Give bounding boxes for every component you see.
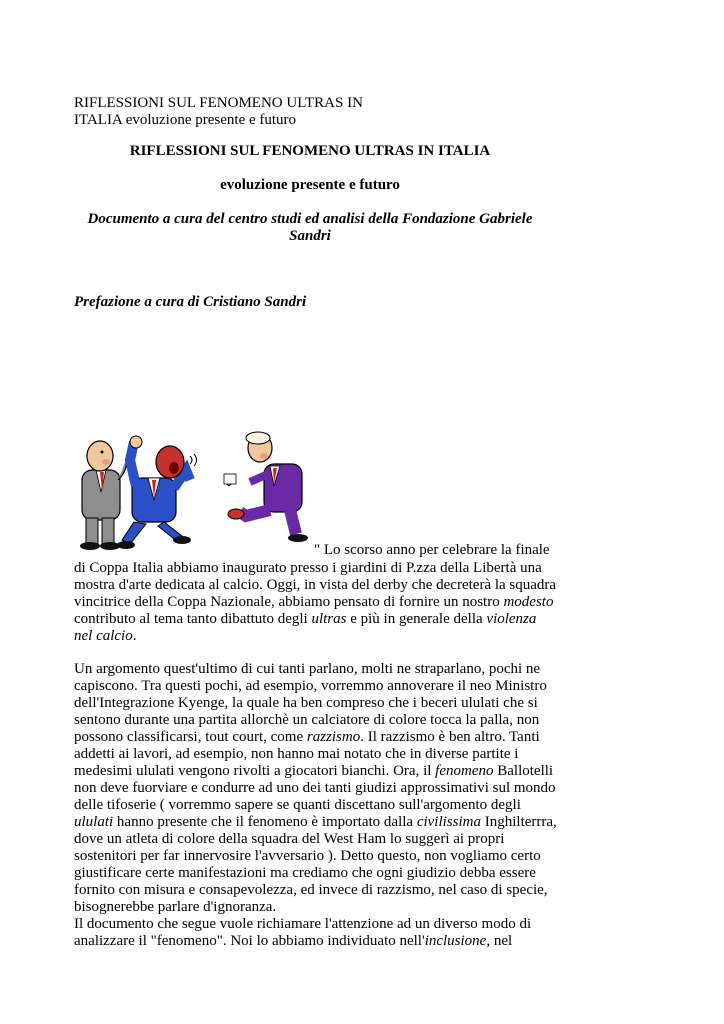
paragraph-2-line-6: addetti ai lavori, ad esempio, non hanno mai notato che in diverse partite i (74, 746, 519, 762)
kicking-man-purple-suit-icon (224, 432, 308, 542)
document-subtitle: evoluzione presente e futuro (220, 177, 400, 193)
paragraph-2-line-5: possono classificarsi, tout court, come razzismo. Il razzismo è ben altro. Tanti (74, 729, 540, 745)
paragraph-2-line-13: giustificare certe manifestazioni ma crediamo che ogni giudizio debba essere (74, 865, 536, 881)
paragraph-1-line-6: nel calcio. (74, 628, 137, 644)
paragraph-1-line-3: mostra d'arte dedicata al calcio. Oggi, in vista del derby che decreterà la squadra (74, 577, 557, 593)
paragraph-2-line-1: Un argomento quest'ultimo di cui tanti parlano, molti ne straparlano, pochi ne (74, 661, 541, 677)
paragraph-1-line-1: " Lo scorso anno per celebrare la finale (314, 542, 550, 558)
document-credit-line-1: Documento a cura del centro studi ed analisi della Fondazione Gabriele (87, 211, 533, 227)
paragraph-2-line-12: sostenitori per far innervosire l'avversario ). Detto questo, non vogliamo certo (74, 848, 541, 864)
header-line-1: RIFLESSIONI SUL FENOMENO ULTRAS IN (74, 95, 363, 111)
paragraph-3-line-1: Il documento che segue vuole richiamare l'attenzione ad un diverso modo di (74, 916, 532, 932)
paragraph-3-line-2: analizzare il "fenomeno". Noi lo abbiamo individuato nell'inclusione, nel (74, 933, 513, 949)
bald-man-grey-suit-icon (80, 441, 126, 550)
paragraph-2-line-10: ululati hanno presente che il fenomeno è importato dalla civilissima Inghilterrra, (74, 814, 557, 830)
document-title: RIFLESSIONI SUL FENOMENO ULTRAS IN ITALIA (129, 143, 491, 159)
document-credit-line-2: Sandri (289, 228, 331, 244)
paragraph-1-line-4: vincitrice della Coppa Nazionale, abbiamo pensato di fornire un nostro modesto (74, 594, 554, 610)
paragraph-2-line-3: dell'Integrazione Kyenge, la quale ha ben compreso che i beceri ululati che si (74, 695, 538, 711)
paragraph-2-line-8: non deve fuorviare e condurre ad uno dei tanti giudizi approssimativi sul mondo (74, 780, 556, 796)
paragraph-2-line-2: capiscono. Tra questi pochi, ad esempio, vorremmo annoverare il neo Ministro (74, 678, 547, 694)
paragraph-1-line-5: contributo al tema tanto dibattuto degli ultras e più in generale della violenza (74, 611, 537, 627)
paragraph-2-line-7: medesimi ululati vengono rivolti a giocatori bianchi. Ora, il fenomeno Ballotelli (74, 763, 554, 779)
preface-heading: Prefazione a cura di Cristiano Sandri (74, 294, 307, 310)
paragraph-1-line-2: di Coppa Italia abbiamo inaugurato presso i giardini di P.zza della Libertà una (74, 560, 542, 576)
paragraph-2-line-4: sentono durante una partita allorchè un calciatore di colore tocca la palla, non (74, 712, 540, 728)
paragraph-2-line-9: delle tifoserie ( vorremmo sapere se quanti discettano sull'argomento degli (74, 797, 521, 813)
paragraph-2-line-14: fornito con misura e consapevolezza, ed invece di razzismo, nel caso di specie, (74, 882, 548, 898)
paragraph-2-line-15: bisognerebbe parlare d'ignoranza. (74, 899, 277, 915)
paragraph-2-line-11: dove un atleta di colore della squadra del West Ham lo suggerì ai propri (74, 831, 505, 847)
header-line-2: ITALIA evoluzione presente e futuro (74, 112, 297, 128)
shouting-man-blue-suit-icon (117, 436, 197, 549)
cartoon-illustration (74, 430, 310, 554)
